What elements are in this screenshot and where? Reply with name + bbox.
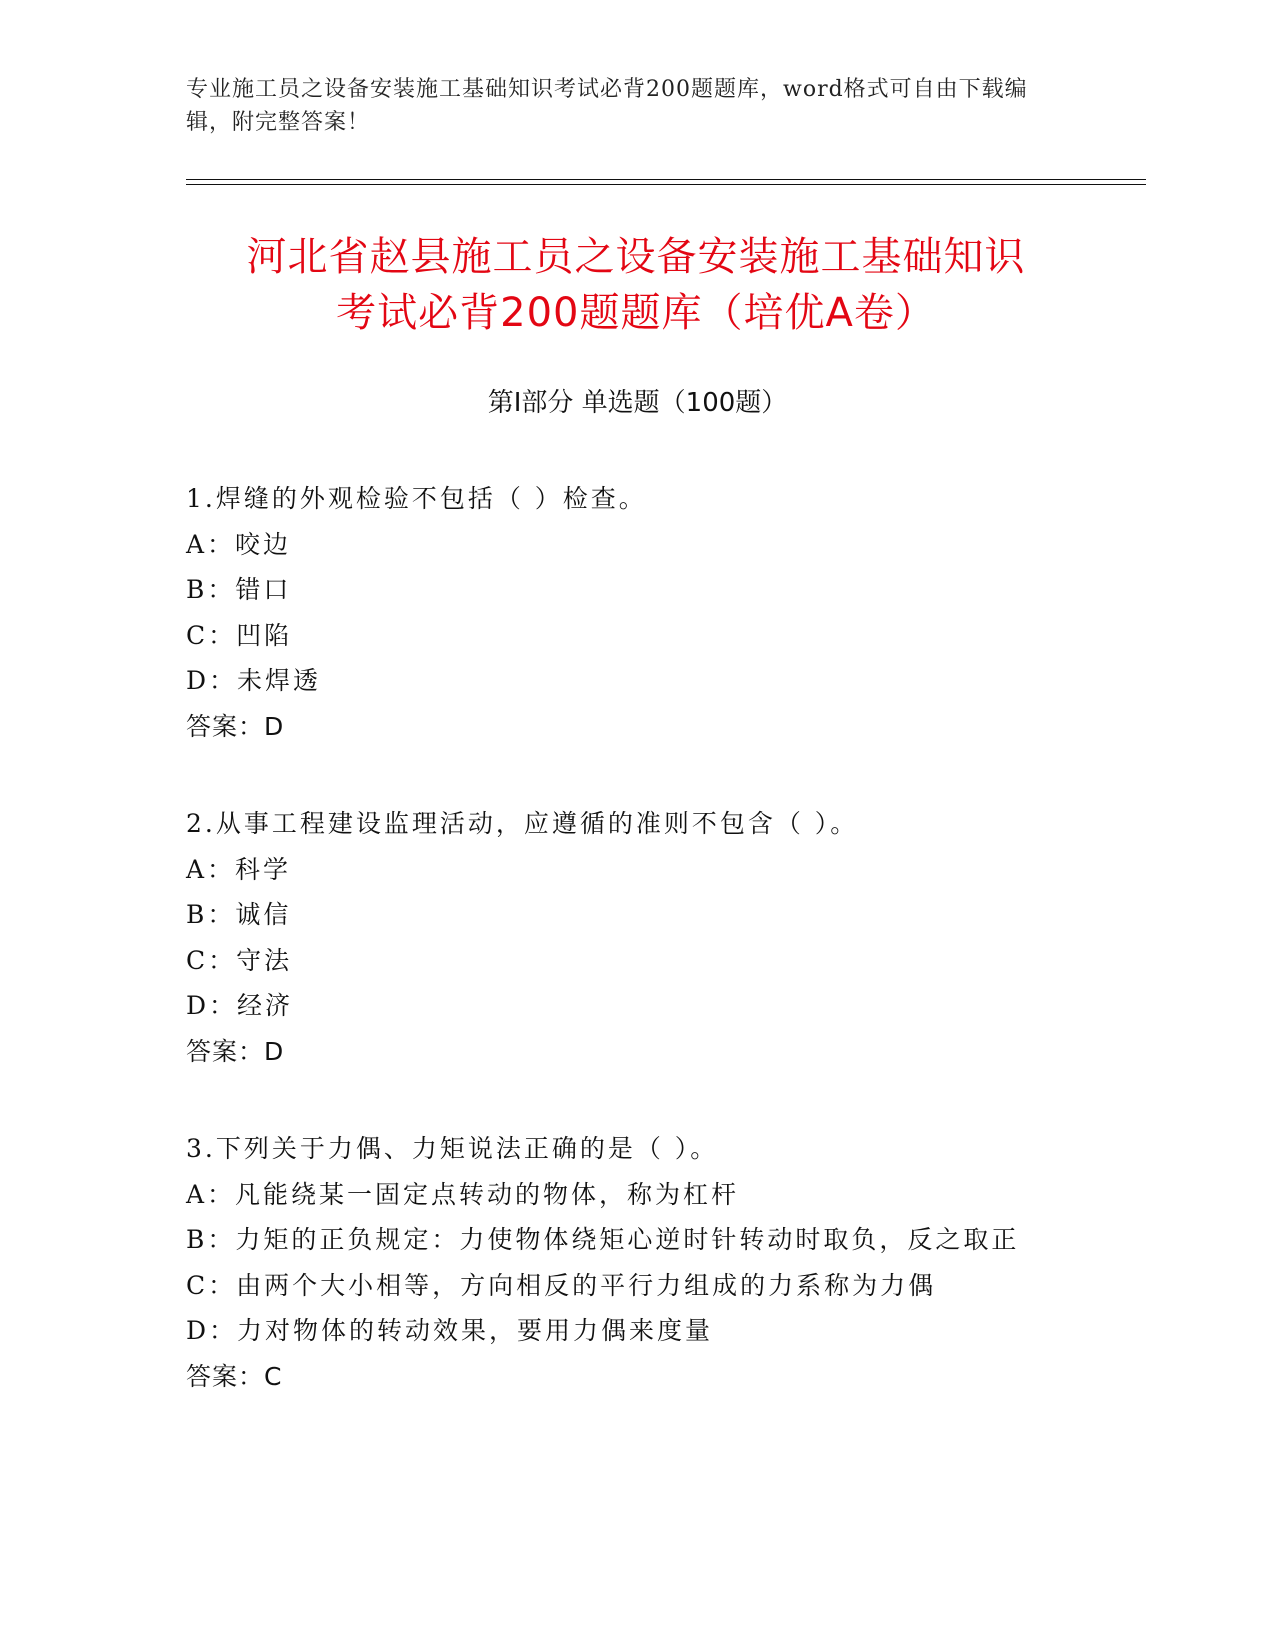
option-d: D：未焊透 bbox=[186, 666, 322, 695]
document-title bbox=[186, 229, 1086, 341]
header-rule-bottom bbox=[186, 184, 1146, 185]
header-note: 专业施工员之设备安装施工基础知识考试必背200题题库，word格式可自由下载编辑，附完整答案！ bbox=[186, 77, 1028, 135]
option-a: A：凡能绕某一固定点转动的物体，称为杠杆 bbox=[186, 1179, 740, 1209]
option-b: B：力矩的正负规定：力使物体绕矩心逆时针转动时取负，反之取正 bbox=[186, 1225, 1020, 1254]
section-heading: 第Ⅰ部分 单选题（100题） bbox=[487, 388, 788, 418]
title-line-1: 河北省赵县施工员之设备安装施工基础知识 bbox=[246, 234, 1026, 280]
question-stem: 3.下列关于力偶、力矩说法正确的是（ ）。 bbox=[186, 1134, 719, 1163]
option-d: D：经济 bbox=[186, 991, 294, 1020]
question-1 bbox=[186, 476, 1086, 749]
option-c: C：守法 bbox=[186, 945, 293, 975]
option-a: A：咬边 bbox=[186, 529, 292, 559]
option-b: B：诚信 bbox=[186, 900, 292, 929]
header-rule-top bbox=[186, 179, 1146, 180]
title-line-2: 考试必背200题题库（培优A卷） bbox=[336, 290, 936, 336]
question-stem: 1.焊缝的外观检验不包括（ ）检查。 bbox=[186, 484, 647, 513]
option-a: A：科学 bbox=[186, 854, 292, 884]
answer-line: 答案：D bbox=[186, 1036, 285, 1066]
question-list bbox=[186, 476, 1086, 1451]
option-c: C：凹陷 bbox=[186, 620, 293, 650]
question-stem: 2.从事工程建设监理活动，应遵循的准则不包含（ ）。 bbox=[186, 809, 859, 838]
answer-line: 答案：D bbox=[186, 711, 285, 741]
answer-line: 答案：C bbox=[186, 1361, 283, 1391]
option-b: B：错口 bbox=[186, 575, 292, 604]
question-2 bbox=[186, 801, 1086, 1074]
question-3 bbox=[186, 1126, 1086, 1399]
option-d: D：力对物体的转动效果，要用力偶来度量 bbox=[186, 1316, 714, 1345]
option-c: C：由两个大小相等，方向相反的平行力组成的力系称为力偶 bbox=[186, 1270, 937, 1300]
